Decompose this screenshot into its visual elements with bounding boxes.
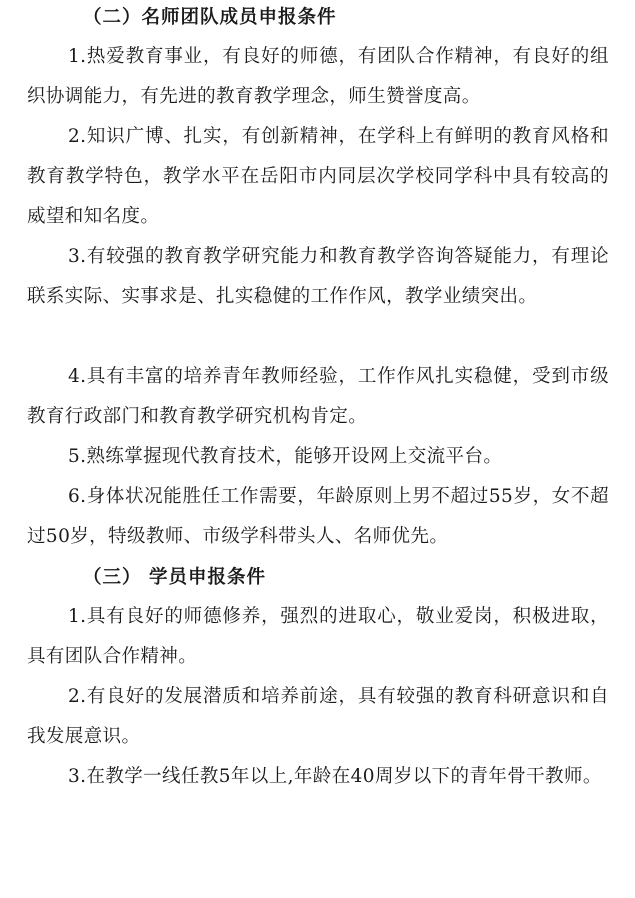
paragraph-trainee-condition-1: 1.具有良好的师德修养，强烈的进取心，敬业爱岗，积极进取，具有团队合作精神。 <box>27 606 609 667</box>
paragraph-trainee-condition-3: 3.在教学一线任教5年以上,年龄在40周岁以下的青年骨干教师。 <box>68 766 602 787</box>
paragraph-team-condition-4: 4.具有丰富的培养青年教师经验，工作作风扎实稳健，受到市级教育行政部门和教育教学研究机构肯定。 <box>27 366 609 427</box>
paragraph-trainee-condition-2: 2.有良好的发展潜质和培养前途，具有较强的教育科研意识和自我发展意识。 <box>27 686 609 747</box>
paragraph-team-condition-5: 5.熟练掌握现代教育技术，能够开设网上交流平台。 <box>68 446 503 467</box>
section-heading-team-members: （二）名师团队成员申报条件 <box>83 7 337 28</box>
paragraph-team-condition-3: 3.有较强的教育教学研究能力和教育教学咨询答疑能力，有理论联系实际、实事求是、扎实稳健的工作作风，教学业绩突出。 <box>27 246 609 307</box>
section-heading-trainees: （三） 学员申报条件 <box>83 567 266 588</box>
paragraph-team-condition-6: 6.身体状况能胜任工作需要，年龄原则上男不超过55岁，女不超过50岁，特级教师、市级学科带头人、名师优先。 <box>27 486 609 547</box>
paragraph-team-condition-1: 1.热爱教育事业，有良好的师德，有团队合作精神，有良好的组织协调能力，有先进的教育教学理念，师生赞誉度高。 <box>27 46 609 107</box>
paragraph-team-condition-2: 2.知识广博、扎实，有创新精神，在学科上有鲜明的教育风格和教育教学特色，教学水平在岳阳市内同层次学校同学科中具有较高的威望和知名度。 <box>27 126 609 227</box>
